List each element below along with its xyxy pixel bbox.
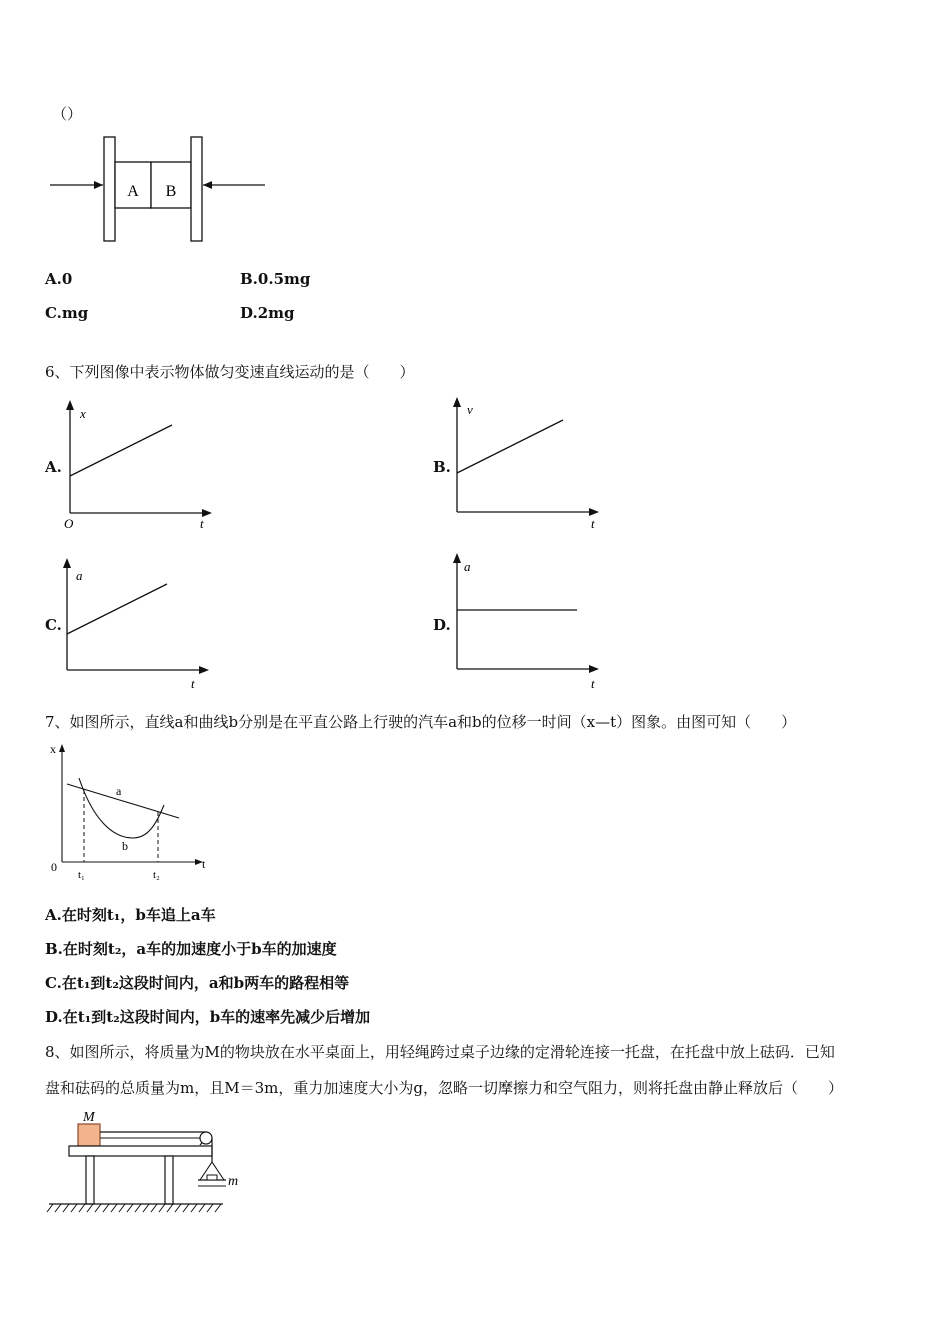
q8-stem-line2: 盘和砝码的总质量为m，且M＝3m，重力加速度大小为g，忽略一切摩擦力和空气阻力，则将托盘由静止释放后（ ）	[45, 1079, 843, 1097]
q6-graph-a	[60, 398, 220, 533]
q6-graph-c	[57, 556, 217, 691]
q6-stem: 6、下列图像中表示物体做匀变速直线运动的是（ ）	[45, 363, 415, 381]
axis-t: t	[591, 516, 595, 531]
block-m	[78, 1124, 100, 1146]
block-b-label: B	[165, 183, 177, 200]
q6-graph-b	[447, 395, 607, 530]
q7-option-d: D.在t₁到t₂这段时间内，b车的速率先减少后增加	[45, 1008, 371, 1026]
q7-option-c: C.在t₁到t₂这段时间内，a和b两车的路程相等	[45, 974, 350, 992]
axis-t: t	[591, 676, 595, 691]
pulley	[200, 1132, 212, 1144]
q5-option-a: A.0	[45, 270, 73, 288]
q7-figure	[45, 740, 215, 885]
axis-x: x	[80, 406, 86, 421]
q7-option-a: A.在时刻t₁，b车追上a车	[45, 906, 216, 924]
label-a: a	[116, 784, 122, 798]
origin: O	[64, 516, 74, 531]
q6-graph-c-label: C.	[45, 616, 62, 634]
origin: 0	[51, 860, 57, 874]
curve-b	[79, 778, 164, 838]
axis-t: t	[200, 516, 204, 531]
label-tray-m: m	[228, 1174, 239, 1189]
label-b: b	[122, 839, 128, 853]
q5-option-c: C.mg	[45, 304, 89, 322]
block-a-label: A	[127, 183, 139, 200]
axis-a: a	[76, 568, 83, 583]
q8-figure	[45, 1105, 255, 1225]
q6-graph-b-label: B.	[433, 458, 451, 476]
q6-graph-a-label: A.	[45, 458, 62, 476]
q5-stem-tail: （）	[52, 105, 83, 123]
q7-option-b: B.在时刻t₂，a车的加速度小于b车的加速度	[45, 940, 337, 958]
label-m: M	[83, 1110, 95, 1125]
q6-graph-d-label: D.	[433, 616, 451, 634]
q6-graph-d	[447, 551, 607, 691]
label-t2: t₂	[153, 869, 160, 881]
axis-t: t	[202, 857, 206, 871]
q8-stem-line1: 8、如图所示，将质量为M的物块放在水平桌面上，用轻绳跨过桌子边缘的定滑轮连接一托盘，在托盘中放上砝码．已知	[45, 1043, 835, 1061]
axis-t: t	[191, 676, 195, 691]
q7-stem: 7、如图所示，直线a和曲线b分别是在平直公路上行驶的汽车a和b的位移一时间（x—t）图象。由图可知（ ）	[45, 713, 797, 731]
axis-v: v	[467, 402, 473, 417]
q5-figure	[45, 133, 270, 245]
axis-a: a	[464, 559, 471, 574]
q5-option-b: B.0.5mg	[240, 270, 311, 288]
q5-option-d: D.2mg	[240, 304, 295, 322]
axis-x: x	[50, 742, 56, 756]
label-t1: t₁	[78, 869, 85, 881]
